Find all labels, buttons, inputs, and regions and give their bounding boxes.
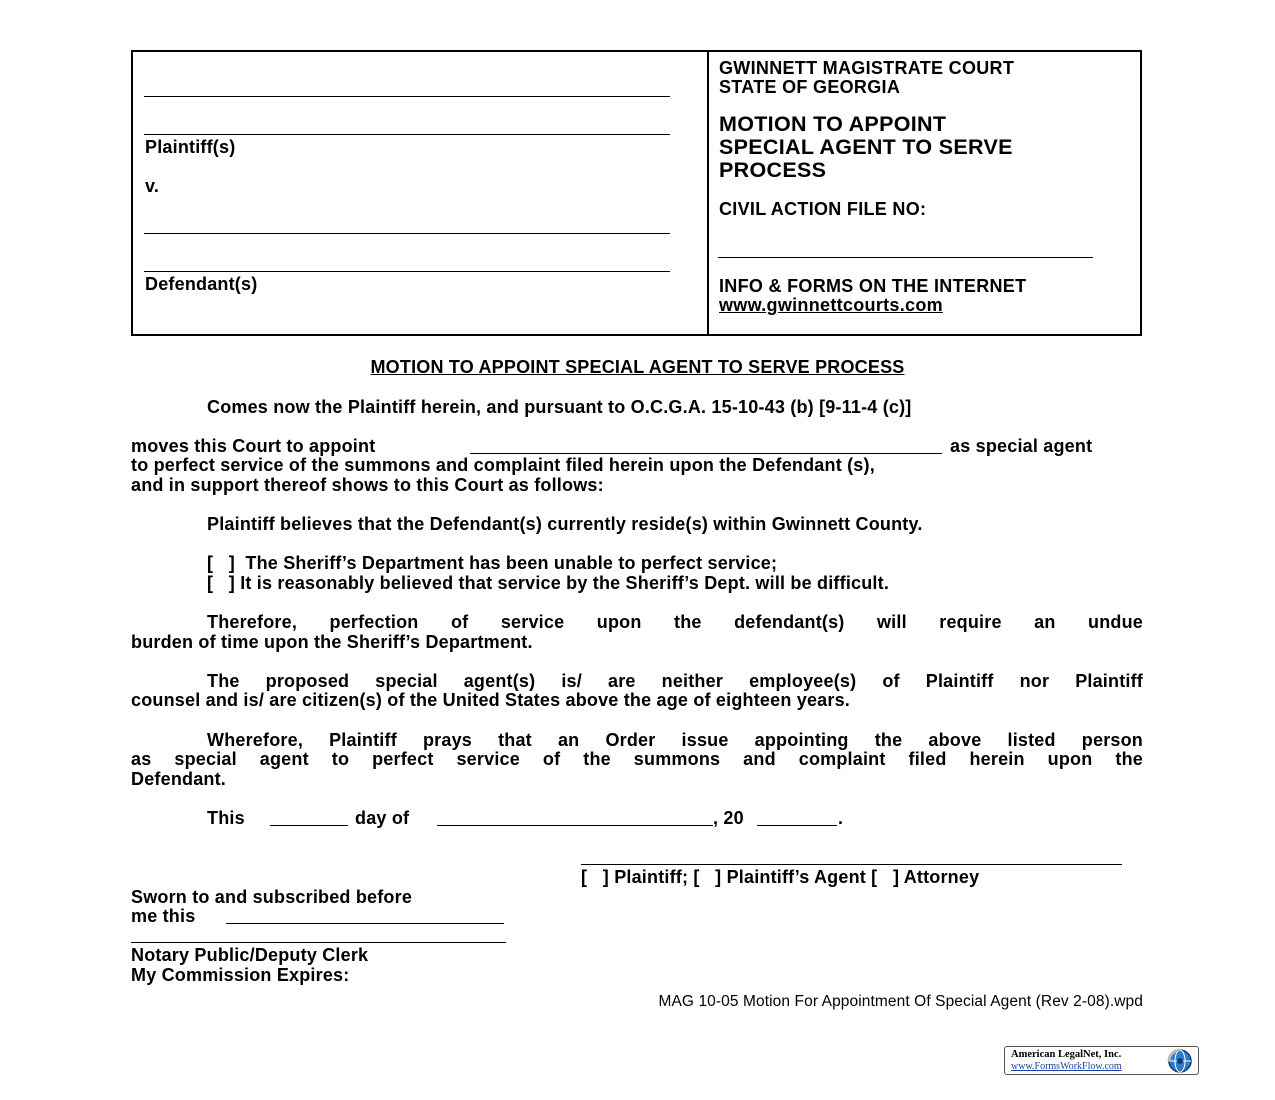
info-forms-label: INFO & FORMS ON THE INTERNET: [719, 276, 1027, 296]
civil-action-file-label: CIVIL ACTION FILE NO:: [719, 199, 927, 219]
moves-suffix: as special agent: [950, 436, 1093, 456]
stamp-company: American LegalNet, Inc.: [1011, 1049, 1122, 1060]
moves-prefix: moves this Court to appoint: [131, 436, 376, 456]
commission-expires-label: My Commission Expires:: [131, 965, 350, 985]
sworn-line-1: Sworn to and subscribed before: [131, 887, 413, 907]
form-id-footer: MAG 10-05 Motion For Appointment Of Special Agent (Rev 2-08).wpd: [658, 993, 1143, 1010]
date-period: .: [838, 808, 844, 828]
therefore-line-2: burden of time upon the Sheriff’s Department.: [131, 632, 533, 652]
plaintiff-name-line-2[interactable]: [144, 134, 670, 135]
plaintiff-label: Plaintiff(s): [145, 137, 236, 157]
date-year-line[interactable]: [757, 825, 837, 826]
date-day-line[interactable]: [270, 825, 348, 826]
versus-label: v.: [145, 176, 160, 196]
date-year-prefix: , 20: [713, 808, 744, 828]
form-title-line-3: PROCESS: [719, 158, 827, 182]
therefore-line-1: Therefore, perfection of service upon the defendant(s) will require an undue: [207, 612, 1143, 632]
date-this-label: This: [207, 808, 245, 828]
plaintiff-name-line-1[interactable]: [144, 96, 670, 97]
notary-signature-line[interactable]: [131, 942, 506, 943]
sworn-line-2: me this: [131, 906, 196, 926]
notary-title: Notary Public/Deputy Clerk: [131, 945, 369, 965]
civil-action-file-number-line[interactable]: [718, 257, 1093, 258]
legalnet-stamp[interactable]: [1004, 1046, 1199, 1075]
globe-logo-icon: [1165, 1048, 1195, 1074]
option-service-difficult[interactable]: [ ] It is reasonably believed that service by the Sheriff’s Dept. will be difficult.: [207, 573, 890, 593]
date-day-of-label: day of: [355, 808, 410, 828]
moves-line-2: to perfect service of the summons and complaint filed herein upon the Defendant (s),: [131, 455, 875, 475]
stamp-url[interactable]: www.FormsWorkFlow.com: [1011, 1061, 1122, 1072]
defendant-label: Defendant(s): [145, 274, 258, 294]
court-website-link[interactable]: www.gwinnettcourts.com: [719, 295, 943, 315]
special-agent-name-line[interactable]: [470, 453, 942, 454]
defendant-name-line-2[interactable]: [144, 271, 670, 272]
defendant-name-line-1[interactable]: [144, 233, 670, 234]
moves-line-3: and in support thereof shows to this Court as follows:: [131, 475, 604, 495]
intro-paragraph: Comes now the Plaintiff herein, and pursuant to O.C.G.A. 15-10-43 (b) [9-11-4 (c)]: [207, 397, 912, 417]
motion-heading: MOTION TO APPOINT SPECIAL AGENT TO SERVE PROCESS: [370, 357, 905, 377]
form-title-line-2: SPECIAL AGENT TO SERVE: [719, 135, 1013, 159]
signature-line[interactable]: [581, 864, 1122, 865]
court-state: STATE OF GEORGIA: [719, 77, 901, 97]
option-sheriff-unable[interactable]: [ ] The Sheriff’s Department has been unable to perfect service;: [207, 553, 778, 573]
wherefore-line-2: as special agent to perfect service of the summons and complaint filed herein upon the: [131, 749, 1143, 769]
wherefore-line-3: Defendant.: [131, 769, 227, 789]
proposed-line-1: The proposed special agent(s) is/ are neither employee(s) of Plaintiff nor Plaintiff: [207, 671, 1143, 691]
sworn-date-line[interactable]: [226, 923, 504, 924]
belief-paragraph: Plaintiff believes that the Defendant(s) currently reside(s) within Gwinnett County.: [207, 514, 923, 534]
court-name: GWINNETT MAGISTRATE COURT: [719, 58, 1015, 78]
wherefore-line-1: Wherefore, Plaintiff prays that an Order issue appointing the above listed person: [207, 730, 1143, 750]
signer-type-options[interactable]: [ ] Plaintiff; [ ] Plaintiff’s Agent [ ] Attorney: [581, 867, 980, 887]
form-title-line-1: MOTION TO APPOINT: [719, 112, 947, 136]
proposed-line-2: counsel and is/ are citizen(s) of the United States above the age of eighteen years.: [131, 690, 850, 710]
caption-divider: [707, 52, 709, 334]
date-month-line[interactable]: [437, 825, 713, 826]
